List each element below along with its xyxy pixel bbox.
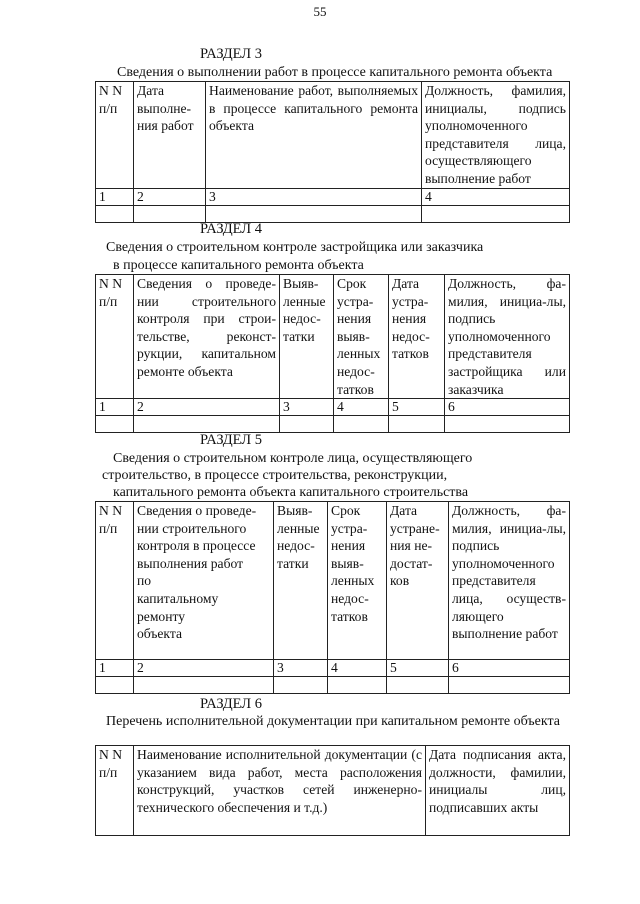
- section5-number-row: [96, 660, 570, 677]
- empty-cell[interactable]: [274, 677, 328, 694]
- col-number-header: N N п/п: [96, 275, 134, 399]
- col-control-header: Сведения о проведе- нии строительного контроля в процессе выполнения работ по капитальному ремонту объекта: [134, 502, 274, 660]
- column-number: 4: [328, 660, 387, 677]
- empty-cell[interactable]: [96, 416, 134, 433]
- empty-cell[interactable]: [134, 416, 280, 433]
- section6-heading: РАЗДЕЛ 6: [200, 696, 262, 712]
- column-number: 4: [334, 399, 389, 416]
- col-deadline-header: Срок устра- нения выяв- ленных недос- татков: [328, 502, 387, 660]
- section3-header-row: [96, 82, 570, 189]
- col-signature-header: Должность, фа-милия, инициа-лы, подпись уполномоченного представителя лица, осуществ-ляющего выполнение работ: [449, 502, 570, 660]
- section4-caption-line1: Сведения о строительном контроле застройщика или заказчика: [106, 240, 484, 255]
- section4-empty-row: [96, 416, 570, 433]
- section4-header-row: [96, 275, 570, 399]
- column-number: 2: [134, 660, 274, 677]
- column-number: 5: [389, 399, 445, 416]
- empty-cell[interactable]: [449, 677, 570, 694]
- section3-empty-row: [96, 205, 570, 222]
- section6-header-row: [96, 746, 570, 836]
- section4-number-row: [96, 399, 570, 416]
- section3-caption: Сведения о выполнении работ в процессе капитального ремонта объекта: [117, 65, 553, 80]
- section6-table: [95, 745, 570, 836]
- empty-cell[interactable]: [134, 205, 206, 222]
- col-number-header: N N п/п: [96, 746, 134, 836]
- col-fix-date-header: Дата устра- нения недос- татков: [389, 275, 445, 399]
- col-works-header: Наименование работ, выполняемых в процессе капитального ремонта объекта: [206, 82, 422, 189]
- col-signing-date-header: Дата подписания акта, должности, фамилии, инициалы лиц, подписавших акты: [426, 746, 570, 836]
- section5-table: [95, 501, 570, 694]
- empty-cell[interactable]: [445, 416, 570, 433]
- empty-cell[interactable]: [328, 677, 387, 694]
- col-fix-date-header: Дата устране- ния не- достат- ков: [387, 502, 449, 660]
- col-defects-header: Выяв- ленные недос- татки: [274, 502, 328, 660]
- section5-empty-row: [96, 677, 570, 694]
- col-number-header: N N п/п: [96, 502, 134, 660]
- column-number: 1: [96, 660, 134, 677]
- empty-cell[interactable]: [334, 416, 389, 433]
- empty-cell[interactable]: [206, 205, 422, 222]
- col-deadline-header: Срок устра- нения выяв- ленных недос- татков: [334, 275, 389, 399]
- section5-heading: РАЗДЕЛ 5: [200, 432, 262, 448]
- section3-table: [95, 81, 570, 223]
- section3-heading: РАЗДЕЛ 3: [200, 46, 262, 62]
- section4-heading: РАЗДЕЛ 4: [200, 221, 262, 237]
- column-number: 4: [422, 188, 570, 205]
- column-number: 3: [206, 188, 422, 205]
- empty-cell[interactable]: [387, 677, 449, 694]
- section6-caption: Перечень исполнительной документации при капитальном ремонте объекта: [106, 714, 560, 729]
- section5-header-row: [96, 502, 570, 660]
- col-signature-header: Должность, фамилия, инициалы, подпись уполномоченного представителя лица, осуществляющего выполнение работ: [422, 82, 570, 189]
- column-number: 2: [134, 188, 206, 205]
- col-number-header: N N п/п: [96, 82, 134, 189]
- empty-cell[interactable]: [134, 677, 274, 694]
- section3-number-row: [96, 188, 570, 205]
- empty-cell[interactable]: [96, 205, 134, 222]
- col-defects-header: Выяв- ленные недос- татки: [280, 275, 334, 399]
- empty-cell[interactable]: [422, 205, 570, 222]
- column-number: 1: [96, 188, 134, 205]
- column-number: 6: [449, 660, 570, 677]
- page-number: 55: [313, 4, 327, 19]
- column-number: 3: [274, 660, 328, 677]
- section5-caption-line1: Сведения о строительном контроле лица, осуществляющего: [113, 451, 473, 466]
- column-number: 5: [387, 660, 449, 677]
- col-control-header: Сведения о проведе-нии строительного контроля при строи-тельстве, реконст-рукции, капитальном ремонте объекта: [134, 275, 280, 399]
- column-number: 1: [96, 399, 134, 416]
- empty-cell[interactable]: [389, 416, 445, 433]
- section5-caption-line3: капитального ремонта объекта капитального строительства: [113, 485, 469, 500]
- section4-caption-line2: в процессе капитального ремонта объекта: [113, 258, 364, 273]
- empty-cell[interactable]: [280, 416, 334, 433]
- col-date-header: Дата выполне- ния работ: [134, 82, 206, 189]
- empty-cell[interactable]: [96, 677, 134, 694]
- col-documentation-header: Наименование исполнительной документации (с указанием вида работ, места расположения конструкций, участков сетей инженерно-технического обеспечения и т.д.): [134, 746, 426, 836]
- column-number: 3: [280, 399, 334, 416]
- column-number: 2: [134, 399, 280, 416]
- column-number: 6: [445, 399, 570, 416]
- section5-caption-line2: строительство, в процессе строительства, реконструкции,: [102, 468, 448, 483]
- col-signature-header: Должность, фа-милия, инициа-лы, подпись уполномоченного представителя застройщика или заказчика: [445, 275, 570, 399]
- section4-table: [95, 274, 570, 433]
